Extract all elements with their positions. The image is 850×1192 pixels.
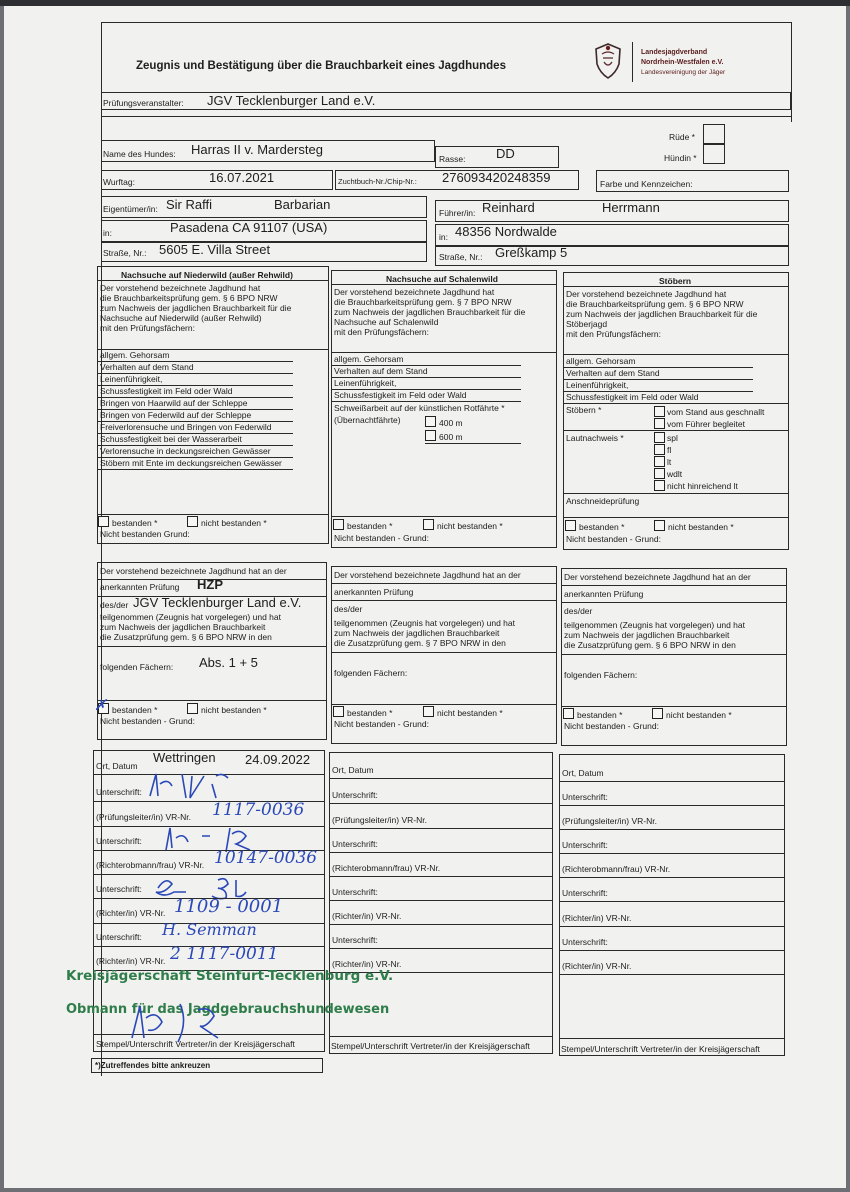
- col3-laut-nicht-checkbox[interactable]: [654, 480, 665, 491]
- col1-item-2: Verhalten auf dem Stand: [100, 362, 194, 372]
- col2-rule: [331, 401, 521, 402]
- zusatz1-line2: anerkannten Prüfung: [100, 582, 180, 592]
- sign3-rule: [559, 1038, 785, 1039]
- col2-intro-5: mit den Prüfungsfächern:: [334, 327, 429, 337]
- zusatz3-rule: [561, 585, 787, 586]
- zusatz1-line4a: teilgenommen (Zeugnis hat vorgelegen) und hat: [100, 612, 281, 622]
- veranstalter-label: Prüfungsveranstalter:: [103, 98, 184, 108]
- zusatz3-line4a: teilgenommen (Zeugnis hat vorgelegen) und hat: [564, 620, 745, 630]
- wurftag-value: 16.07.2021: [209, 170, 275, 185]
- sign1-unterschrift-3: Unterschrift:: [96, 884, 142, 894]
- zusatz2-line1: Der vorstehend bezeichnete Jagdhund hat an der: [334, 570, 521, 580]
- col3-heading: Stöbern: [659, 276, 692, 286]
- sign1-ort-label: Ort, Datum: [96, 761, 138, 771]
- divider-a: [101, 116, 791, 117]
- zusatz3-nicht-bestanden-checkbox[interactable]: [652, 708, 663, 719]
- zusatz2-bestanden-label: bestanden *: [347, 708, 393, 718]
- zusatz1-pruefung-value: HZP: [197, 577, 223, 592]
- page-right-border: [791, 22, 792, 122]
- col1-intro-2: die Brauchbarkeitsprüfung gem. § 6 BPO NRW: [100, 293, 278, 303]
- name-value: Harras II v. Mardersteg: [191, 142, 323, 157]
- wurftag-label: Wurftag:: [103, 177, 135, 187]
- col2-item-3: Leinenführigkeit,: [334, 378, 397, 388]
- sign1-datum-value: 24.09.2022: [245, 752, 311, 767]
- col1-intro-1: Der vorstehend bezeichnete Jagdhund hat: [100, 283, 261, 293]
- col2-item-1: allgem. Gehorsam: [334, 354, 404, 364]
- col1-result-line: [97, 514, 329, 515]
- col2-heading: Nachsuche auf Schalenwild: [386, 274, 498, 284]
- name-label: Name des Hundes:: [103, 149, 176, 159]
- sign2-obmann-label: (Richterobmann/frau) VR-Nr.: [332, 863, 441, 873]
- col2-item-6: (Übernachtfährte): [334, 415, 401, 425]
- sign3-unterschrift-1: Unterschrift:: [562, 792, 608, 802]
- zusatz1-faecher: folgenden Fächern:: [100, 662, 174, 672]
- sign2-rule: [329, 1036, 553, 1037]
- sign1-obmann-vr: 10147-0036: [214, 848, 318, 868]
- col3-vom-fuehrer-label: vom Führer begleitet: [667, 419, 745, 429]
- col3-intro-4: Stöberjagd: [566, 319, 608, 329]
- in-left-value: Pasadena CA 91107 (USA): [170, 220, 328, 235]
- sign2-unterschrift-1: Unterschrift:: [332, 790, 378, 800]
- col2-items-top: [331, 352, 557, 353]
- sign2-richter-label-2: (Richter/in) VR-Nr.: [332, 959, 402, 969]
- eigentuemer-label: Eigentümer/in:: [103, 204, 158, 214]
- sign3-richter-label-1: (Richter/in) VR-Nr.: [562, 913, 632, 923]
- sign1-signature-4: H. Semman: [162, 920, 257, 939]
- sign3-rule: [559, 901, 785, 902]
- sign1-unterschrift-1: Unterschrift:: [96, 787, 142, 797]
- sign2-rule: [329, 778, 553, 779]
- sign1-richter-label-2: (Richter/in) VR-Nr.: [96, 956, 166, 966]
- col2-intro-1: Der vorstehend bezeichnete Jagdhund hat: [334, 287, 495, 297]
- org-line-2: Nordrhein-Westfalen e.V.: [641, 59, 724, 66]
- ruede-label: Rüde *: [669, 132, 695, 142]
- col1-item-8: Schussfestigkeit bei der Wasserarbeit: [100, 434, 242, 444]
- col1-item-4: Schussfestigkeit im Feld oder Wald: [100, 386, 233, 396]
- certificate-page: [4, 6, 846, 1188]
- zusatz2-line2: anerkannten Prüfung: [334, 587, 414, 597]
- col2-600m-label: 600 m: [439, 432, 463, 442]
- col3-vom-stand-label: vom Stand aus geschnallt: [667, 407, 765, 417]
- col1-intro-3: zum Nachweis der jagdlichen Brauchbarkeit für die: [100, 303, 292, 313]
- zusatz2-grund: Nicht bestanden - Grund:: [334, 719, 429, 729]
- zusatz1-grund: Nicht bestanden - Grund:: [100, 716, 195, 726]
- col3-laut-wdlt-checkbox[interactable]: [654, 468, 665, 479]
- ljv-logo-icon: [590, 42, 626, 80]
- veranstalter-row: [101, 92, 791, 110]
- col3-laut-nicht-label: nicht hinreichend lt: [667, 481, 738, 491]
- sign3-leiter-label: (Prüfungsleiter/in) VR-Nr.: [562, 816, 657, 826]
- kreisjaegerschaft-stamp-line-2: Obmann für das Jagdgebrauchshundewesen: [66, 1002, 390, 1017]
- huendin-checkbox[interactable]: [703, 144, 725, 164]
- col1-bestanden-checkbox[interactable]: [98, 516, 109, 527]
- strasse-right-label: Straße, Nr.:: [439, 252, 483, 262]
- sign2-rule: [329, 803, 553, 804]
- col3-rule: [563, 493, 789, 494]
- sign3-rule: [559, 974, 785, 975]
- col1-grund-label: Nicht bestanden Grund:: [100, 529, 190, 539]
- col2-rule: [425, 443, 521, 444]
- zusatz3-faecher: folgenden Fächern:: [564, 670, 638, 680]
- zusatz3-line1: Der vorstehend bezeichnete Jagdhund hat an der: [564, 572, 751, 582]
- sign2-rule: [329, 924, 553, 925]
- sign3-rule: [559, 829, 785, 830]
- col3-bestanden-label: bestanden *: [579, 522, 625, 532]
- zusatz1-line3: des/der: [100, 600, 129, 610]
- zusatz3-line2: anerkannten Prüfung: [564, 589, 644, 599]
- col3-rule: [563, 403, 789, 404]
- zusatz1-line1: Der vorstehend bezeichnete Jagdhund hat an der: [100, 566, 287, 576]
- col3-item-1: allgem. Gehorsam: [566, 356, 636, 366]
- zusatz2-line3: des/der: [334, 604, 363, 614]
- sign2-rule: [329, 876, 553, 877]
- footnote: *)Zutreffendes bitte ankreuzen: [95, 1061, 211, 1070]
- col1-item-3: Leinenführigkeit,: [100, 374, 163, 384]
- sign2-rule: [329, 828, 553, 829]
- eigentuemer-first: Sir Raffi: [166, 197, 212, 212]
- col1-item-1: allgem. Gehorsam: [100, 350, 170, 360]
- zuchtbuch-label: Zuchtbuch-Nr./Chip-Nr.:: [338, 177, 417, 186]
- sign3-rule: [559, 781, 785, 782]
- huendin-label: Hündin *: [664, 153, 697, 163]
- col2-item-4: Schussfestigkeit im Feld oder Wald: [334, 390, 467, 400]
- zusatz1-rule: [97, 700, 327, 701]
- in-right-value: 48356 Nordwalde: [455, 224, 557, 239]
- sign3-unterschrift-4: Unterschrift:: [562, 937, 608, 947]
- org-line-3: Landesvereinigung der Jäger: [641, 69, 726, 76]
- zusatz1-rule: [97, 646, 327, 647]
- sign1-stempel-label: Stempel/Unterschrift Vertreter/in der Kreisjägerschaft: [96, 1039, 295, 1049]
- strasse-left-value: 5605 E. Villa Street: [159, 242, 271, 257]
- col3-vom-stand-checkbox[interactable]: [654, 406, 665, 417]
- sign1-leiter-label: (Prüfungsleiter/in) VR-Nr.: [96, 812, 191, 822]
- col3-vom-fuehrer-checkbox[interactable]: [654, 418, 665, 429]
- col2-intro-2: die Brauchbarkeitsprüfung gem. § 7 BPO NRW: [334, 297, 512, 307]
- col3-item-3: Leinenführigkeit,: [566, 380, 629, 390]
- col2-600m-checkbox[interactable]: [425, 430, 436, 441]
- zusatz3-nicht-bestanden-label: nicht bestanden *: [666, 710, 732, 720]
- col3-stoebern-label: Stöbern *: [566, 405, 602, 415]
- col3-intro-1: Der vorstehend bezeichnete Jagdhund hat: [566, 289, 727, 299]
- col3-result-line: [563, 517, 789, 518]
- col3-laut-fl-checkbox[interactable]: [654, 444, 665, 455]
- in-right-label: in:: [439, 232, 448, 242]
- sign3-unterschrift-2: Unterschrift:: [562, 840, 608, 850]
- col1-intro-5: mit den Prüfungsfächern:: [100, 323, 195, 333]
- sign1-richter-label-1: (Richter/in) VR-Nr.: [96, 908, 166, 918]
- zusatz1-nicht-bestanden-label: nicht bestanden *: [201, 705, 267, 715]
- sign3-ort-label: Ort, Datum: [562, 768, 604, 778]
- col2-item-5: Schweißarbeit auf der künstlichen Rotfährte *: [334, 403, 505, 413]
- col3-lautnachweis-label: Lautnachweis *: [566, 433, 624, 443]
- sign2-ort-label: Ort, Datum: [332, 765, 374, 775]
- sign1-ort-value: Wettringen: [153, 750, 216, 765]
- zusatz2-nicht-bestanden-checkbox[interactable]: [423, 706, 434, 717]
- col3-laut-fl-label: fl: [667, 445, 672, 455]
- col1-head-line: [97, 280, 329, 281]
- sign3-rule: [559, 926, 785, 927]
- zusatz2-line4b: zum Nachweis der jagdlichen Brauchbarkeit: [334, 628, 500, 638]
- col2-bestanden-checkbox[interactable]: [333, 519, 344, 530]
- sign3-obmann-label: (Richterobmann/frau) VR-Nr.: [562, 864, 671, 874]
- zusatz1-bestanden-checkmark: ✗: [94, 696, 107, 714]
- kreisjaegerschaft-stamp-line-1: Kreisjägerschaft Steinfurt-Tecklenburg e.V.: [66, 968, 394, 984]
- fuehrer-last: Herrmann: [602, 200, 660, 215]
- rasse-value: DD: [496, 146, 515, 161]
- zusatz2-bestanden-checkbox[interactable]: [333, 706, 344, 717]
- sign2-richter-label-1: (Richter/in) VR-Nr.: [332, 911, 402, 921]
- col3-intro-3: zum Nachweis der jagdlichen Brauchbarkeit für die: [566, 309, 758, 319]
- zusatz3-rule: [561, 706, 787, 707]
- obmann-signature: [122, 998, 252, 1051]
- sign3-rule: [559, 805, 785, 806]
- fuehrer-label: Führer/in:: [439, 208, 476, 218]
- sign3-rule: [559, 853, 785, 854]
- col1-heading: Nachsuche auf Niederwild (außer Rehwild): [121, 270, 293, 280]
- sign3-rule: [559, 950, 785, 951]
- sign3-stempel-label: Stempel/Unterschrift Vertreter/in der Kreisjägerschaft: [561, 1044, 760, 1054]
- eigentuemer-last: Barbarian: [274, 197, 331, 212]
- veranstalter-value: JGV Tecklenburger Land e.V.: [207, 93, 376, 108]
- zusatz3-rule: [561, 654, 787, 655]
- zusatz1-bestanden-label: bestanden *: [112, 705, 158, 715]
- col2-grund-label: Nicht bestanden - Grund:: [334, 533, 429, 543]
- sign1-leiter-vr: 1117-0036: [212, 800, 305, 820]
- col2-head-line: [331, 284, 557, 285]
- zusatz1-faecher-value: Abs. 1 + 5: [199, 655, 258, 670]
- sign2-rule: [329, 948, 553, 949]
- rasse-label: Rasse:: [439, 154, 466, 164]
- sign2-unterschrift-3: Unterschrift:: [332, 887, 378, 897]
- sign2-rule: [329, 852, 553, 853]
- col1-item-9: Verlorensuche in deckungsreichen Gewässer: [100, 446, 271, 456]
- zusatz2-faecher: folgenden Fächern:: [334, 668, 408, 678]
- zusatz3-line5: die Zusatzprüfung gem. § 6 BPO NRW in den: [564, 640, 736, 650]
- col1-item-7: Freiverlorensuche und Bringen von Federwild: [100, 422, 272, 432]
- col3-anschneide-label: Anschneideprüfung: [566, 496, 640, 506]
- in-left-label: in:: [103, 228, 112, 238]
- col3-laut-spl-checkbox[interactable]: [654, 432, 665, 443]
- col3-grund-label: Nicht bestanden - Grund:: [566, 534, 661, 544]
- zusatz2-line4a: teilgenommen (Zeugnis hat vorgelegen) und hat: [334, 618, 515, 628]
- col2-intro-3: zum Nachweis der jagdlichen Brauchbarkeit für die: [334, 307, 526, 317]
- col1-item-5: Bringen von Haarwild auf der Schleppe: [100, 398, 248, 408]
- col1-item-10: Stöbern mit Ente im deckungsreichen Gewässer: [100, 458, 282, 468]
- zusatz2-rule: [331, 600, 557, 601]
- farbe-label: Farbe und Kennzeichen:: [600, 179, 693, 189]
- strasse-right-field: [435, 246, 789, 266]
- col2-400m-checkbox[interactable]: [425, 416, 436, 427]
- zusatz3-rule: [561, 602, 787, 603]
- zusatz3-grund: Nicht bestanden - Grund:: [564, 721, 659, 731]
- col2-bestanden-label: bestanden *: [347, 521, 393, 531]
- zusatz2-rule: [331, 652, 557, 653]
- col2-nicht-bestanden-label: nicht bestanden *: [437, 521, 503, 531]
- sign3-richter-label-2: (Richter/in) VR-Nr.: [562, 961, 632, 971]
- zusatz3-line3: des/der: [564, 606, 593, 616]
- zusatz2-line5: die Zusatzprüfung gem. § 7 BPO NRW in den: [334, 638, 506, 648]
- zusatz2-rule: [331, 704, 557, 705]
- col2-result-line: [331, 516, 557, 517]
- sign1-unterschrift-2: Unterschrift:: [96, 836, 142, 846]
- col1-item-6: Bringen von Federwild auf der Schleppe: [100, 410, 252, 420]
- col3-head-line: [563, 286, 789, 287]
- col2-400m-label: 400 m: [439, 418, 463, 428]
- col3-intro-5: mit den Prüfungsfächern:: [566, 329, 661, 339]
- sign2-unterschrift-2: Unterschrift:: [332, 839, 378, 849]
- col1-nicht-bestanden-checkbox[interactable]: [187, 516, 198, 527]
- col3-rule: [563, 430, 789, 431]
- col1-bestanden-label: bestanden *: [112, 518, 158, 528]
- col3-nicht-bestanden-checkbox[interactable]: [654, 520, 665, 531]
- strasse-right-value: Greßkamp 5: [495, 245, 568, 260]
- col3-nicht-bestanden-label: nicht bestanden *: [668, 522, 734, 532]
- zusatz3-bestanden-checkbox[interactable]: [563, 708, 574, 719]
- col3-item-4: Schussfestigkeit im Feld oder Wald: [566, 392, 699, 402]
- col3-laut-spl-label: spl: [667, 433, 678, 443]
- zusatz2-nicht-bestanden-label: nicht bestanden *: [437, 708, 503, 718]
- col2-nicht-bestanden-checkbox[interactable]: [423, 519, 434, 530]
- org-line-1: Landesjagdverband: [641, 49, 708, 56]
- zusatz3-bestanden-label: bestanden *: [577, 710, 623, 720]
- sign1-unterschrift-4: Unterschrift:: [96, 932, 142, 942]
- page-top-border: [101, 22, 791, 23]
- sign2-rule: [329, 900, 553, 901]
- col3-laut-wdlt-label: wdlt: [667, 469, 683, 479]
- col3-item-2: Verhalten auf dem Stand: [566, 368, 660, 378]
- col3-laut-lt-checkbox[interactable]: [654, 456, 665, 467]
- col3-bestanden-checkbox[interactable]: [565, 520, 576, 531]
- zusatz3-line4b: zum Nachweis der jagdlichen Brauchbarkeit: [564, 630, 730, 640]
- sign1-obmann-label: (Richterobmann/frau) VR-Nr.: [96, 860, 205, 870]
- page-title: Zeugnis und Bestätigung über die Brauchbarkeit eines Jagdhundes: [136, 60, 506, 72]
- zuchtbuch-value: 276093420248359: [442, 170, 551, 185]
- strasse-left-label: Straße, Nr.:: [103, 248, 147, 258]
- col3-intro-2: die Brauchbarkeitsprüfung gem. § 6 BPO NRW: [566, 299, 744, 309]
- col3-items-top: [563, 354, 789, 355]
- sign1-richter-vr-2: 2 1117-0011: [170, 944, 279, 964]
- logo-divider: [632, 42, 633, 82]
- col3-laut-lt-label: lt: [667, 457, 672, 467]
- zusatz1-verein-value: JGV Tecklenburger Land e.V.: [133, 595, 302, 610]
- zusatz2-rule: [331, 583, 557, 584]
- zusatz1-line4b: zum Nachweis der jagdlichen Brauchbarkeit: [100, 622, 266, 632]
- zusatz1-nicht-bestanden-checkbox[interactable]: [187, 703, 198, 714]
- col1-rule: [97, 469, 293, 470]
- zusatz1-line5: die Zusatzprüfung gem. § 6 BPO NRW in den: [100, 632, 272, 642]
- sign2-unterschrift-4: Unterschrift:: [332, 935, 378, 945]
- col1-nicht-bestanden-label: nicht bestanden *: [201, 518, 267, 528]
- sign3-rule: [559, 877, 785, 878]
- sign3-unterschrift-3: Unterschrift:: [562, 888, 608, 898]
- fuehrer-first: Reinhard: [482, 200, 535, 215]
- ruede-checkbox[interactable]: [703, 124, 725, 144]
- sign2-stempel-label: Stempel/Unterschrift Vertreter/in der Kreisjägerschaft: [331, 1041, 530, 1051]
- sign2-leiter-label: (Prüfungsleiter/in) VR-Nr.: [332, 815, 427, 825]
- col2-item-2: Verhalten auf dem Stand: [334, 366, 428, 376]
- col2-intro-4: Nachsuche auf Schalenwild: [334, 317, 439, 327]
- col1-intro-4: Nachsuche auf Niederwild (außer Rehwild): [100, 313, 262, 323]
- sign1-richter-vr-1: 1109 - 0001: [174, 896, 284, 917]
